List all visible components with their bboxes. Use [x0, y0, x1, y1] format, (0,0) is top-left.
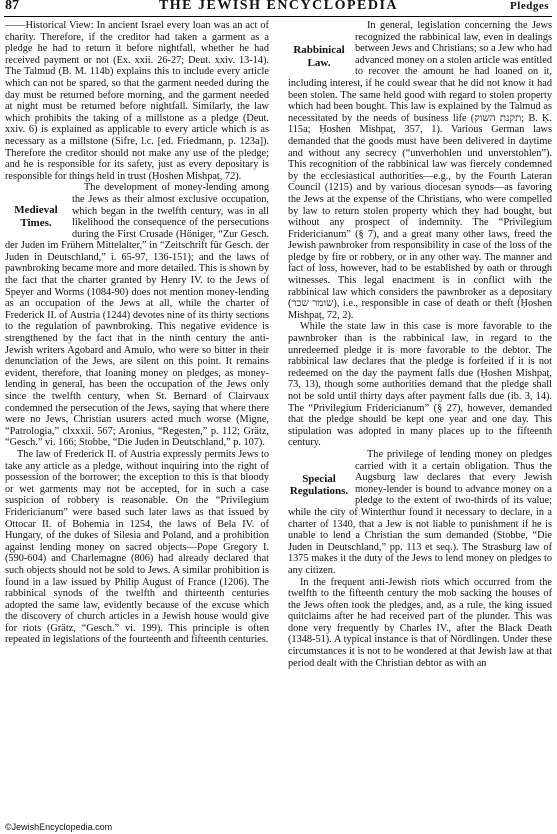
frederick-law-paragraph: The law of Frederick II. of Austria expressly permits Jews to take any article as a pledge, without inquiring into the right of possession of the borrower; the exception to this is that bloody or wet garments may not be accepted, for in such a case suspicion of robbery is reasonable. On the “Privilegium Fridericianum” were based such later laws as that issued by Ottocar II. of Bohemia in 1254, the laws of Bela IV. of Hungary, of the dukes of Silesia and Poland, and a prohibition against lending money on sacred objects—Pope Gregory I. (590-604) and Charlemagne (806) had already declared that such objects should not be sold to Jews. A similar prohibition is found in a law issued by Philip August of France (1206). The rabbinical synods of the twelfth and thirteenth centuries adopted the same law, evidently because of the excuse which the discovery of church articles in a Jewish house would give for riots (Grätz, “Gesch.” vi. 199). This principle is often repeated in legislations of the fourteenth and fifteenth centuries.	[5, 448, 269, 646]
page-number: 87	[5, 0, 19, 13]
privilege-paragraph: The privilege of lending money on pledges carried with it a certain obligation. Thus the Augsburg law declares that every Jewish money-lender is bound to advance money on a pledge to the extent of two-thirds of its value; while the city of Winterthur found it necessary to declare, in a charter of 1340, that a Jew is not liable to punishment if he is unable to lend a Christian the sum demanded (Stobbe, “Die Juden in Deutschland,” pp. 113 et seq.). The Strasburg law of 1375 makes it the duty of the Jews to lend money on pledges to any citizen.	[288, 448, 552, 576]
state-law-paragraph: While the state law in this case is more favorable to the pawnbroker than is the rabbinical law, in regard to the unredeemed pledge it is more favorable to the debtor. The rabbinical law declares that the pledge is forfeited if it is not redeemed on the day the payment falls due (Ḥoshen Mishpaṭ, 73, 13), though some authorities demand that the pledge shall not be sold until thirty days after payment falls due (ib. 3, 14). The “Privilegium Fridericianum” (§ 27), however, demanded that the pledge should be kept one year and one day. This stipulation was adopted in many places up to the fifteenth century.	[288, 321, 552, 449]
historical-view-paragraph: ——Historical View: In ancient Israel every loan was an act of charity. Therefore, if the creditor had taken a garment as a pledge he had to return it before nightfall, whether he had received payment or not (Ex. xxii. 26-27; Deut. xxiv. 13-14). The Talmud (B. M. 114b) explains this to include every article which can not be spared, so that the garment needed during the day must be returned before morning, and the garment needed at night must be returned before nightfall. Similarly, the law which prohibits the taking of a millstone as a pledge (Deut. xxiv. 6) is explained as applicable to every article which is as necessary as a millstone (Sifre, l.c. [ed. Friedmann, p. 123a]). Therefore the creditor should not make any use of the pledge; and he is responsible for its safety, just as every depositary is responsible for things held in trust (Ḥoshen Mishpaṭ, 72).	[5, 20, 269, 182]
left-column	[5, 20, 269, 820]
sidenote-rabbinical-law: Rabbinical Law.	[293, 44, 345, 69]
footer-credit: ©JewishEncyclopedia.com	[5, 822, 113, 832]
running-keyword: Pledges	[510, 0, 549, 12]
sidenote-medieval-times: Medieval Times.	[14, 204, 58, 229]
running-title: THE JEWISH ENCYCLOPEDIA	[158, 0, 399, 13]
development-paragraph: The development of money-lending among the Jews as their almost exclusive occupation, which began in the twelfth century, was in all likelihood the consequence of the persecutions during the First Crusade (Höniger, “Zur Gesch. der Juden im Frühern Mittelalter,” in “Zeitschrift für Gesch. der Juden in Deutschland,” i. 65-97, 136-151); and the laws of pawnbroking became more and more detailed. This is shown by the fact that the charter granted by Henry IV. to the Jews of Speyer and Worms (1084-90) does not mention money-lending as an occupation of the Jews at all, while the charter of Frederick II. of Austria (1244) devotes nine of its thirty sections to the regulation of pawnbroking. This negative evidence is strengthened by the fact that in the ninth century the anti-Jewish writers Agobard and Amulo, who were so bitter in their denunciation of the Jews, are silent on this point. It remains evident, therefore, that loaning money on pledges, as money-lending in general, has been the occupation of the Jews only since the twelfth century, when St. Bernard of Clairvaux condemned the persecution of the Jews, saying that where there were no Jews, Christian usurers acted much worse (Migne, “Patrologia,” clxxxii. 567; Aronius, “Regesten,” p. 112; Grätz, “Gesch.” vi. 166; Stobbe, “Die Juden in Deutschland,” p. 107).	[5, 182, 269, 449]
right-column	[288, 20, 552, 820]
legislation-paragraph: In general, legislation concerning the Jews recognized the rabbinical law, even in dealings between Jews and Christians; so a Jew who had advanced money on a stolen article was entitled to recover the amount he had loaned on it, including interest, if he could swear that he did not know it had been stolen. The same held good with regard to stolen property which had been bought. This law is explained by the Talmud as necessitated by the needs of business life (תקנת השוק; B. Ḳ. 115a; Ḥoshen Mishpaṭ, 357, 1). Various German laws demanded that the goods must have been delivered in daytime and without any secrecy (“unverhohlen und unverstohlen”). This recognition of the rabbinical law was fiercely condemned by the ecclesiastical authorities—e.g., by the Fourth Lateran Council (1215) and by various diocesan synods—as favoring the Jews at the expense of the Christians, who were compelled by law to return stolen property which they had bought, but without any prospect of indemnity. The “Privilegium Fridericianum” (§ 7), and a great many other laws, freed the Jewish pawnbroker from responsibility in case of the loss of the pledge by fire or robbery, or in any other way. The manner and fact of loss, however, had to be established by oath or through witnesses. This legal enactment is in conflict with the rabbinical law which considers the pawnbroker as a depositary (שומר שכר), i.e., responsible in case of death or theft (Ḥoshen Mishpaṭ, 72, 2).	[288, 20, 552, 321]
riots-paragraph: In the frequent anti-Jewish riots which occurred from the twelfth to the fifteenth century the mob sacking the houses of the Jews often took the pledges, and, as a rule, the king issued quitclaims after he had received part of the plunder. This was done very frequently by Charles IV., after the Black Death (1348-51). A typical instance is that of Nördlingen. Under these circumstances it is not to be wondered at that Jewish law at that period dealt with the Christian debtor as with an	[288, 576, 552, 669]
header-rule	[4, 16, 552, 17]
page-header	[0, 0, 557, 16]
sidenote-special-regulations: Special Regulations.	[289, 472, 349, 498]
